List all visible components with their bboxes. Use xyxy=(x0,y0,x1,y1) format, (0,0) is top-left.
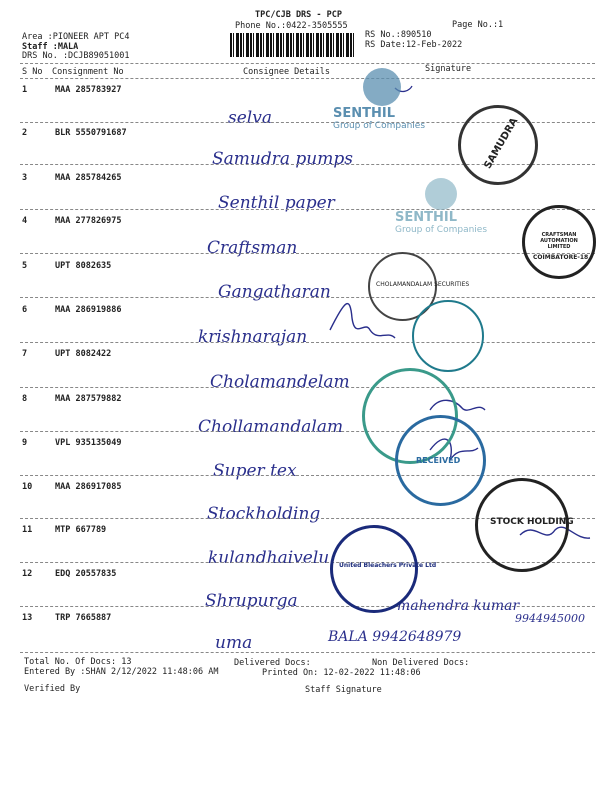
row-sno: 1 xyxy=(22,85,28,95)
row-consignment: MAA 286917085 xyxy=(55,482,122,492)
document-title: TPC/CJB DRS - PCP xyxy=(255,10,342,20)
row-consignment: EDQ 20557835 xyxy=(55,569,117,579)
non-delivered-docs: Non Delivered Docs: xyxy=(372,658,470,668)
page-number: Page No.:1 xyxy=(452,20,504,30)
entered-by: Entered By :SHAN 2/12/2022 11:48:06 AM xyxy=(24,667,219,677)
column-divider xyxy=(20,78,595,79)
row-sno: 8 xyxy=(22,394,28,404)
row-consignment: MAA 285783927 xyxy=(55,85,122,95)
row-consignment: MTP 667789 xyxy=(55,525,107,535)
row-handwritten-name: uma xyxy=(215,633,253,653)
col-sno: S No xyxy=(22,67,43,77)
row-sno: 11 xyxy=(22,525,33,535)
printed-on: Printed On: 12-02-2022 11:48:06 xyxy=(262,668,421,678)
col-consignment: Consignment No xyxy=(52,67,124,77)
row-divider xyxy=(20,209,595,210)
row-sno: 10 xyxy=(22,482,33,492)
row-divider xyxy=(20,475,595,476)
row-handwritten-name: Cholamandelam xyxy=(210,372,350,392)
chola-stamp-1: CHOLAMANDALAM SECURITIES xyxy=(368,252,437,321)
total-docs: Total No. Of Docs: 13 xyxy=(24,657,132,667)
row-divider xyxy=(20,342,595,343)
row-consignment: VPL 935135049 xyxy=(55,438,122,448)
row-sno: 13 xyxy=(22,613,33,623)
row-sno: 7 xyxy=(22,349,28,359)
row-sno: 4 xyxy=(22,216,28,226)
row-divider xyxy=(20,652,595,653)
row-consignment: TRP 7665887 xyxy=(55,613,112,623)
rs-number: RS No.:890510 xyxy=(365,30,432,40)
barcode xyxy=(230,33,355,57)
handwritten-phone: 9944945000 xyxy=(515,612,585,625)
header-divider xyxy=(20,63,595,64)
row-divider xyxy=(20,253,595,254)
craftsman-stamp: CRAFTSMAN AUTOMATION LIMITED COIMBATORE-18 xyxy=(522,205,596,279)
row-divider xyxy=(20,431,595,432)
row-handwritten-name: kulandhaivelu xyxy=(208,548,330,568)
row-handwritten-name: Stockholding xyxy=(207,504,321,524)
row-handwritten-name: krishnarajan xyxy=(198,327,308,347)
handwritten-bala: BALA 9942648979 xyxy=(328,629,462,645)
stock-holding-stamp: STOCK HOLDING xyxy=(475,478,569,572)
row-handwritten-name: selva xyxy=(228,108,272,128)
senthil-logo-1: SENTHIL Group of Companies xyxy=(333,68,425,131)
row-consignment: UPT 8082635 xyxy=(55,261,112,271)
area-label: Area :PIONEER APT PC4 xyxy=(22,32,130,42)
verified-by: Verified By xyxy=(24,684,81,694)
senthil-s-icon xyxy=(363,68,401,106)
received-stamp: RECEIVED xyxy=(395,415,486,506)
row-handwritten-name: Samudra pumps xyxy=(212,149,353,169)
row-divider xyxy=(20,297,595,298)
row-sno: 2 xyxy=(22,128,28,138)
row-sno: 6 xyxy=(22,305,28,315)
row-consignment: MAA 287579882 xyxy=(55,394,122,404)
row-consignment: MAA 277826975 xyxy=(55,216,122,226)
row-consignment: UPT 8082422 xyxy=(55,349,112,359)
row-handwritten-name: Senthil paper xyxy=(218,193,335,213)
row-divider xyxy=(20,387,595,388)
col-consignee: Consignee Details xyxy=(243,67,330,77)
row-handwritten-name: Shrupurga xyxy=(205,591,298,611)
row-handwritten-name: Chollamandalam xyxy=(198,417,344,437)
united-bleachers-stamp: United Bleachers Private Ltd xyxy=(330,525,418,613)
row-sno: 5 xyxy=(22,261,28,271)
row-handwritten-name: Super tex xyxy=(213,461,297,481)
handwritten-mahendra: mahendra kumar xyxy=(397,598,520,614)
samudra-stamp: SAMUDRA xyxy=(458,105,538,185)
phone-number: Phone No.:0422-3505555 xyxy=(235,21,348,31)
chola-stamp-2 xyxy=(412,300,484,372)
senthil-logo-2: SENTHIL Group of Companies xyxy=(395,178,487,235)
row-consignment: BLR 5550791687 xyxy=(55,128,127,138)
staff-signature: Staff Signature xyxy=(305,685,382,695)
row-handwritten-name: Gangatharan xyxy=(218,282,331,302)
col-signature: Signature xyxy=(425,64,472,74)
drs-number: DRS No. :DCJB89051001 xyxy=(22,51,130,61)
row-consignment: MAA 285784265 xyxy=(55,173,122,183)
row-sno: 3 xyxy=(22,173,28,183)
delivered-docs: Delivered Docs: xyxy=(234,658,311,668)
rs-date: RS Date:12-Feb-2022 xyxy=(365,40,463,50)
row-sno: 12 xyxy=(22,569,33,579)
row-consignment: MAA 286919886 xyxy=(55,305,122,315)
row-sno: 9 xyxy=(22,438,28,448)
staff-label: Staff :MALA xyxy=(22,42,79,52)
senthil-s-icon xyxy=(425,178,457,210)
row-handwritten-name: Craftsman xyxy=(207,238,298,258)
